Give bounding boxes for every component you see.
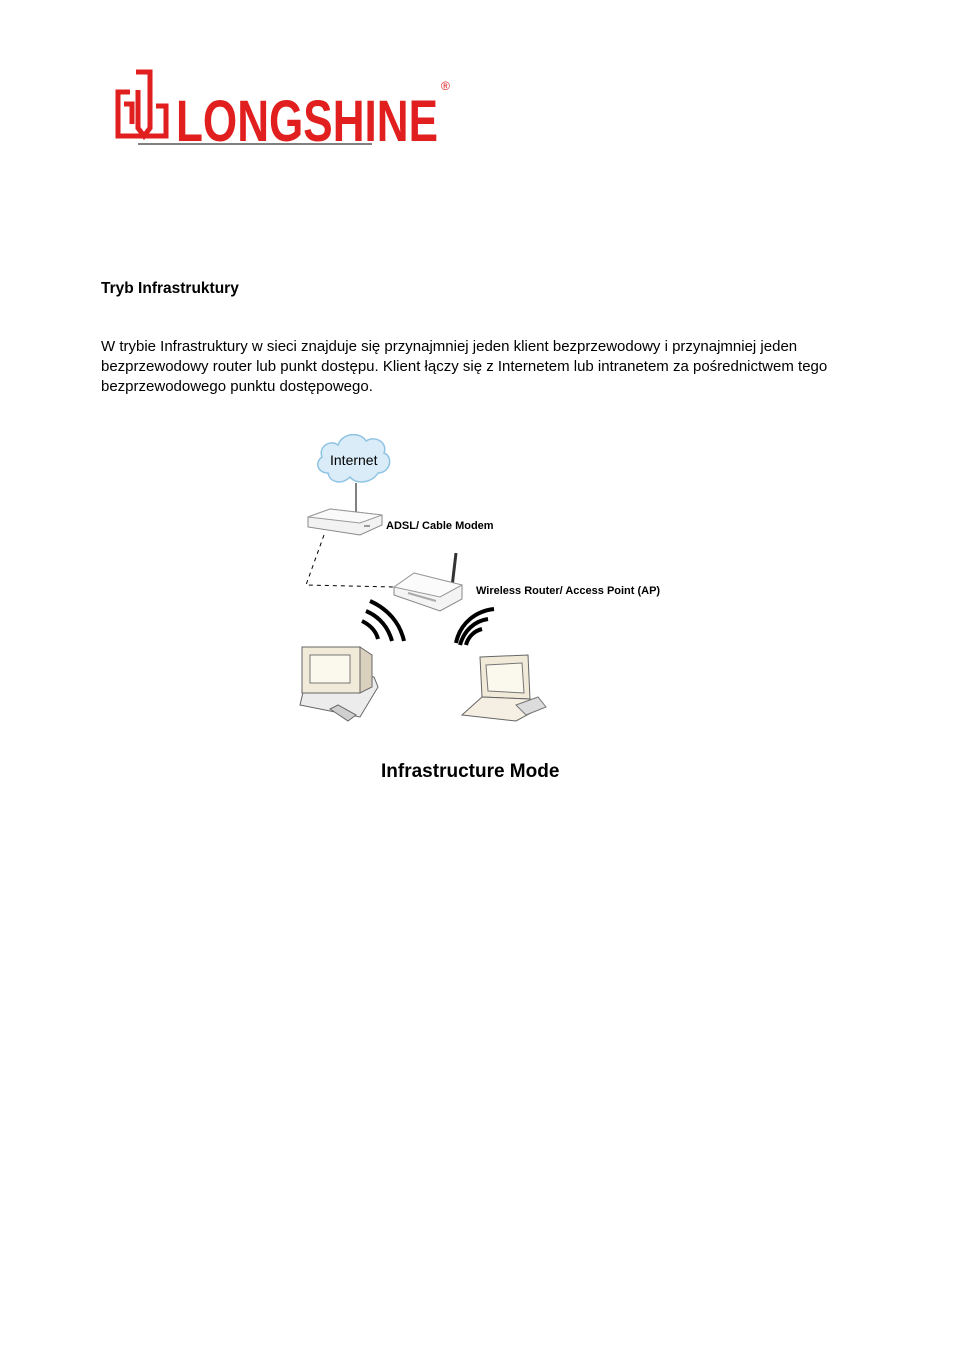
registered-mark: ® xyxy=(441,79,450,93)
desktop-computer-icon xyxy=(300,647,378,721)
router-icon xyxy=(394,553,462,611)
internet-label: Internet xyxy=(330,452,378,468)
wireless-signal-icon xyxy=(362,601,404,641)
logo-wordmark: LONGSHINE xyxy=(176,89,438,154)
diagram-caption: Infrastructure Mode xyxy=(381,761,560,782)
laptop-icon xyxy=(462,655,546,721)
longshine-logo xyxy=(110,66,455,154)
section-paragraph: W trybie Infrastruktury w sieci znajduje się przynajmniej jeden klient bezprzewodowy i przynajmniej jeden bezprzewodowy router lub punkt dostępu. Klient łączy się z Internetem lub intranetem za pośrednictwem tego bezprzewodowego punktu dostępowego. xyxy=(101,338,828,395)
modem-icon xyxy=(308,509,382,535)
internet-cloud-icon xyxy=(318,435,390,482)
router-label: Wireless Router/ Access Point (AP) xyxy=(476,585,661,597)
wireless-signal-icon xyxy=(456,609,494,645)
modem-router-link xyxy=(306,535,394,587)
logo-emblem xyxy=(118,72,166,136)
section-heading: Tryb Infrastruktury xyxy=(101,280,239,297)
modem-label: ADSL/ Cable Modem xyxy=(386,520,494,532)
infrastructure-diagram xyxy=(290,425,690,795)
